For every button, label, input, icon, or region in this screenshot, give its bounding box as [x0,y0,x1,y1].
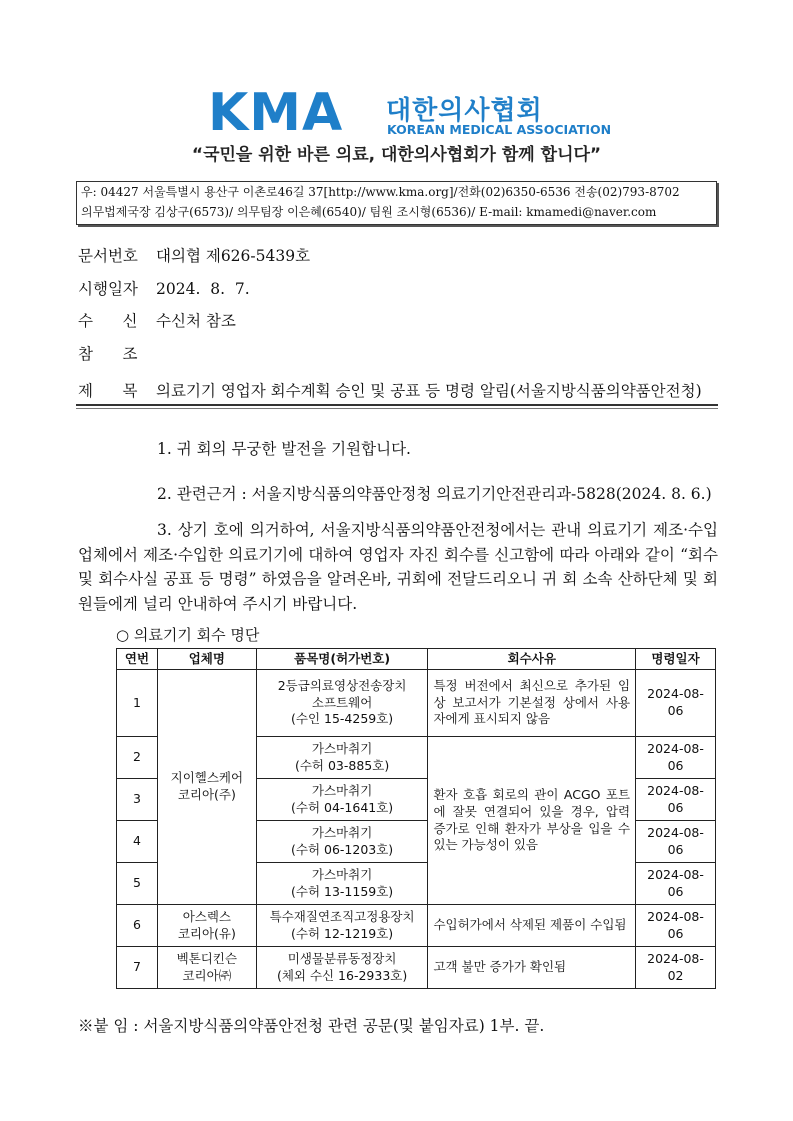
table-row [117,947,716,989]
recipient-row [78,309,236,331]
date-cell: 2024-08- 06 [636,779,716,821]
subject-row [78,379,702,401]
reason-cell: 특정 버전에서 최신으로 추가된 임상 보고서가 기본설정 상에서 사용자에게 표시되지 않음 [428,670,636,737]
reason-cell: 고객 불만 증가가 확인됨 [428,947,636,989]
header-item: 품목명(허가번호) [256,649,428,670]
date-label: 시행일자 [78,280,138,298]
recall-table [116,648,716,989]
issue-date: 2024. 8. 7. [156,280,250,298]
header-no: 연번 [117,649,158,670]
item-cell: 가스마취기 (수허 03-885호) [256,737,428,779]
date-cell: 2024-08- 06 [636,905,716,947]
company-cell: 아스렉스 코리아(유) [157,905,256,947]
date-cell: 2024-08- 02 [636,947,716,989]
doc-number: 대의협 제626-5439호 [156,247,311,265]
org-name-korean: 대한의사협회 [386,96,543,126]
paragraph-2: 2. 관련근거 : 서울지방식품의약품안정청 의료기기안전관리과-5828(2024. 8. 6.) [157,485,712,503]
reason-cell: 환자 호흡 회로의 관이 ACGO 포트에 잘못 연결되어 있을 경우, 압력 증가로 인해 환자가 부상을 입을 수 있는 가능성이 있음 [428,737,636,905]
recipient-label: 수 신 [78,312,138,330]
date-cell: 2024-08- 06 [636,821,716,863]
company-cell: 지이헬스케어 코리아(주) [157,670,256,905]
org-name-english: KOREAN MEDICAL ASSOCIATION [387,122,612,137]
company-cell: 벡톤디킨슨 코리아㈜ [157,947,256,989]
contact-box [76,181,717,225]
row-no: 1 [117,670,158,737]
contact-line-2: 의무법제국장 김상구(6573)/ 의무팀장 이은혜(6540)/ 팀원 조시형(6536)/ E-mail: kmamedi@naver.com [81,205,657,219]
reference-label: 참 조 [78,345,138,363]
header-reason: 회수사유 [428,649,636,670]
date-cell: 2024-08- 06 [636,863,716,905]
row-no: 3 [117,779,158,821]
item-cell: 가스마취기 (수허 06-1203호) [256,821,428,863]
reference-row [78,342,156,364]
paragraph-3 [78,518,718,616]
row-no: 6 [117,905,158,947]
slogan: “국민을 위한 바른 의료, 대한의사협회가 함께 합니다” [191,145,602,165]
item-cell: 가스마취기 (수허 04-1641호) [256,779,428,821]
table-row [117,905,716,947]
paragraph-3-text: 3. 상기 호에 의거하여, 서울지방식품의약품안전청에서는 관내 의료기기 제조·수입업체에서 제조·수입한 의료기기에 대하여 영업자 자진 회수를 신고함에 따라 아래와 같이 “회수 및 회수사실 공표 등 명령” 하였음을 알려온바, 귀회에 전달드리오니 귀 회 소속 산하단체 및 회원들에게 널리 안내하여 주시기 바랍니다. [78,521,718,613]
divider-line-thin [76,408,718,409]
date-row [78,277,250,299]
doc-number-label: 문서번호 [78,247,138,265]
row-no: 4 [117,821,158,863]
section-title: ○ 의료기기 회수 명단 [116,626,260,644]
reason-cell: 수입허가에서 삭제된 제품이 수입됨 [428,905,636,947]
row-no: 2 [117,737,158,779]
item-cell: 가스마취기 (수허 13-1159호) [256,863,428,905]
date-cell: 2024-08- 06 [636,670,716,737]
row-no: 7 [117,947,158,989]
paragraph-1: 1. 귀 회의 무궁한 발전을 기원합니다. [157,440,411,458]
header-company: 업체명 [157,649,256,670]
attachment-note: ※붙 임 : 서울지방식품의약품안전청 관련 공문(및 붙임자료) 1부. 끝. [78,1017,545,1035]
contact-line-1: 우: 04427 서울특별시 용산구 이촌로46길 37[http://www.kma.org]/전화(02)6350-6536 전송(02)793-8702 [81,185,680,199]
item-cell: 2등급의료영상전송장치 소프트웨어 (수인 15-4259호) [256,670,428,737]
date-cell: 2024-08- 06 [636,737,716,779]
subject-label: 제 목 [78,382,138,400]
table-row [117,670,716,737]
divider-line [76,404,718,406]
row-no: 5 [117,863,158,905]
recipient: 수신처 참조 [156,312,236,330]
kma-logo [208,83,612,143]
item-cell: 특수재질연조직고정용장치 (수허 12-1219호) [256,905,428,947]
logo-mark: KMA [208,83,344,143]
header-date: 명령일자 [636,649,716,670]
subject: 의료기기 영업자 회수계획 승인 및 공표 등 명령 알림(서울지방식품의약품안전청) [156,382,702,400]
doc-number-row [78,244,310,266]
table-header-row [117,649,716,670]
item-cell: 미생물분류동정장치 (체외 수신 16-2933호) [256,947,428,989]
